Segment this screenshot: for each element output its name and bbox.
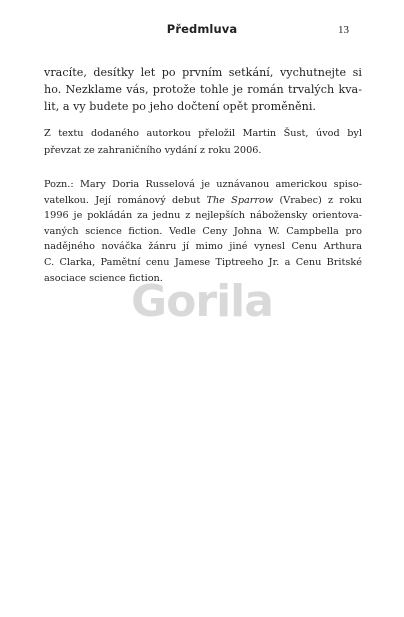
paragraph-line <box>44 193 362 209</box>
text-segment: (Vrabec) z roku <box>273 194 362 206</box>
paragraph-line: 1996 je pokládán za jednu z nejlepších nábožensky orientova- <box>44 210 362 222</box>
page-number: 13 <box>338 24 349 36</box>
book-title-italic: The Sparrow <box>206 194 274 206</box>
paragraph-closing-recommendation <box>44 64 362 115</box>
paragraph-line: lit, a vy budete po jeho dočtení opět proměněni. <box>44 100 316 113</box>
paragraph-line: vaných science fiction. Vedle Ceny Johna W. Campbella pro <box>44 225 362 237</box>
paragraph-line: Z textu dodaného autorkou přeložil Martin Šust, úvod byl <box>44 128 362 139</box>
paragraph-line: vracíte, desítky let po prvním setkání, vychutnejte si <box>44 66 362 79</box>
paragraph-translation-note <box>44 126 362 159</box>
paragraph-line: ho. Nezklame vás, protože tohle je román trvalých kva- <box>44 83 362 96</box>
paragraph-line: nadějného nováčka žánru jí mimo jiné vynesl Cenu Arthura <box>44 241 362 253</box>
paragraph-line: C. Clarka, Pamětní cenu Jamese Tiptreeho Jr. a Cenu Britské <box>44 256 362 268</box>
paragraph-author-note <box>44 177 362 286</box>
running-header-title: Předmluva <box>166 22 238 36</box>
text-segment: vatelkou. Její románový debut <box>44 194 207 206</box>
gorila-watermark: Gorila <box>131 276 273 327</box>
paragraph-line: asociace science fiction. <box>44 272 163 284</box>
paragraph-line: Pozn.: Mary Doria Russelová je uznávanou americkou spiso- <box>44 179 362 190</box>
paragraph-line: převzat ze zahraničního vydání z roku 2006. <box>44 144 262 156</box>
